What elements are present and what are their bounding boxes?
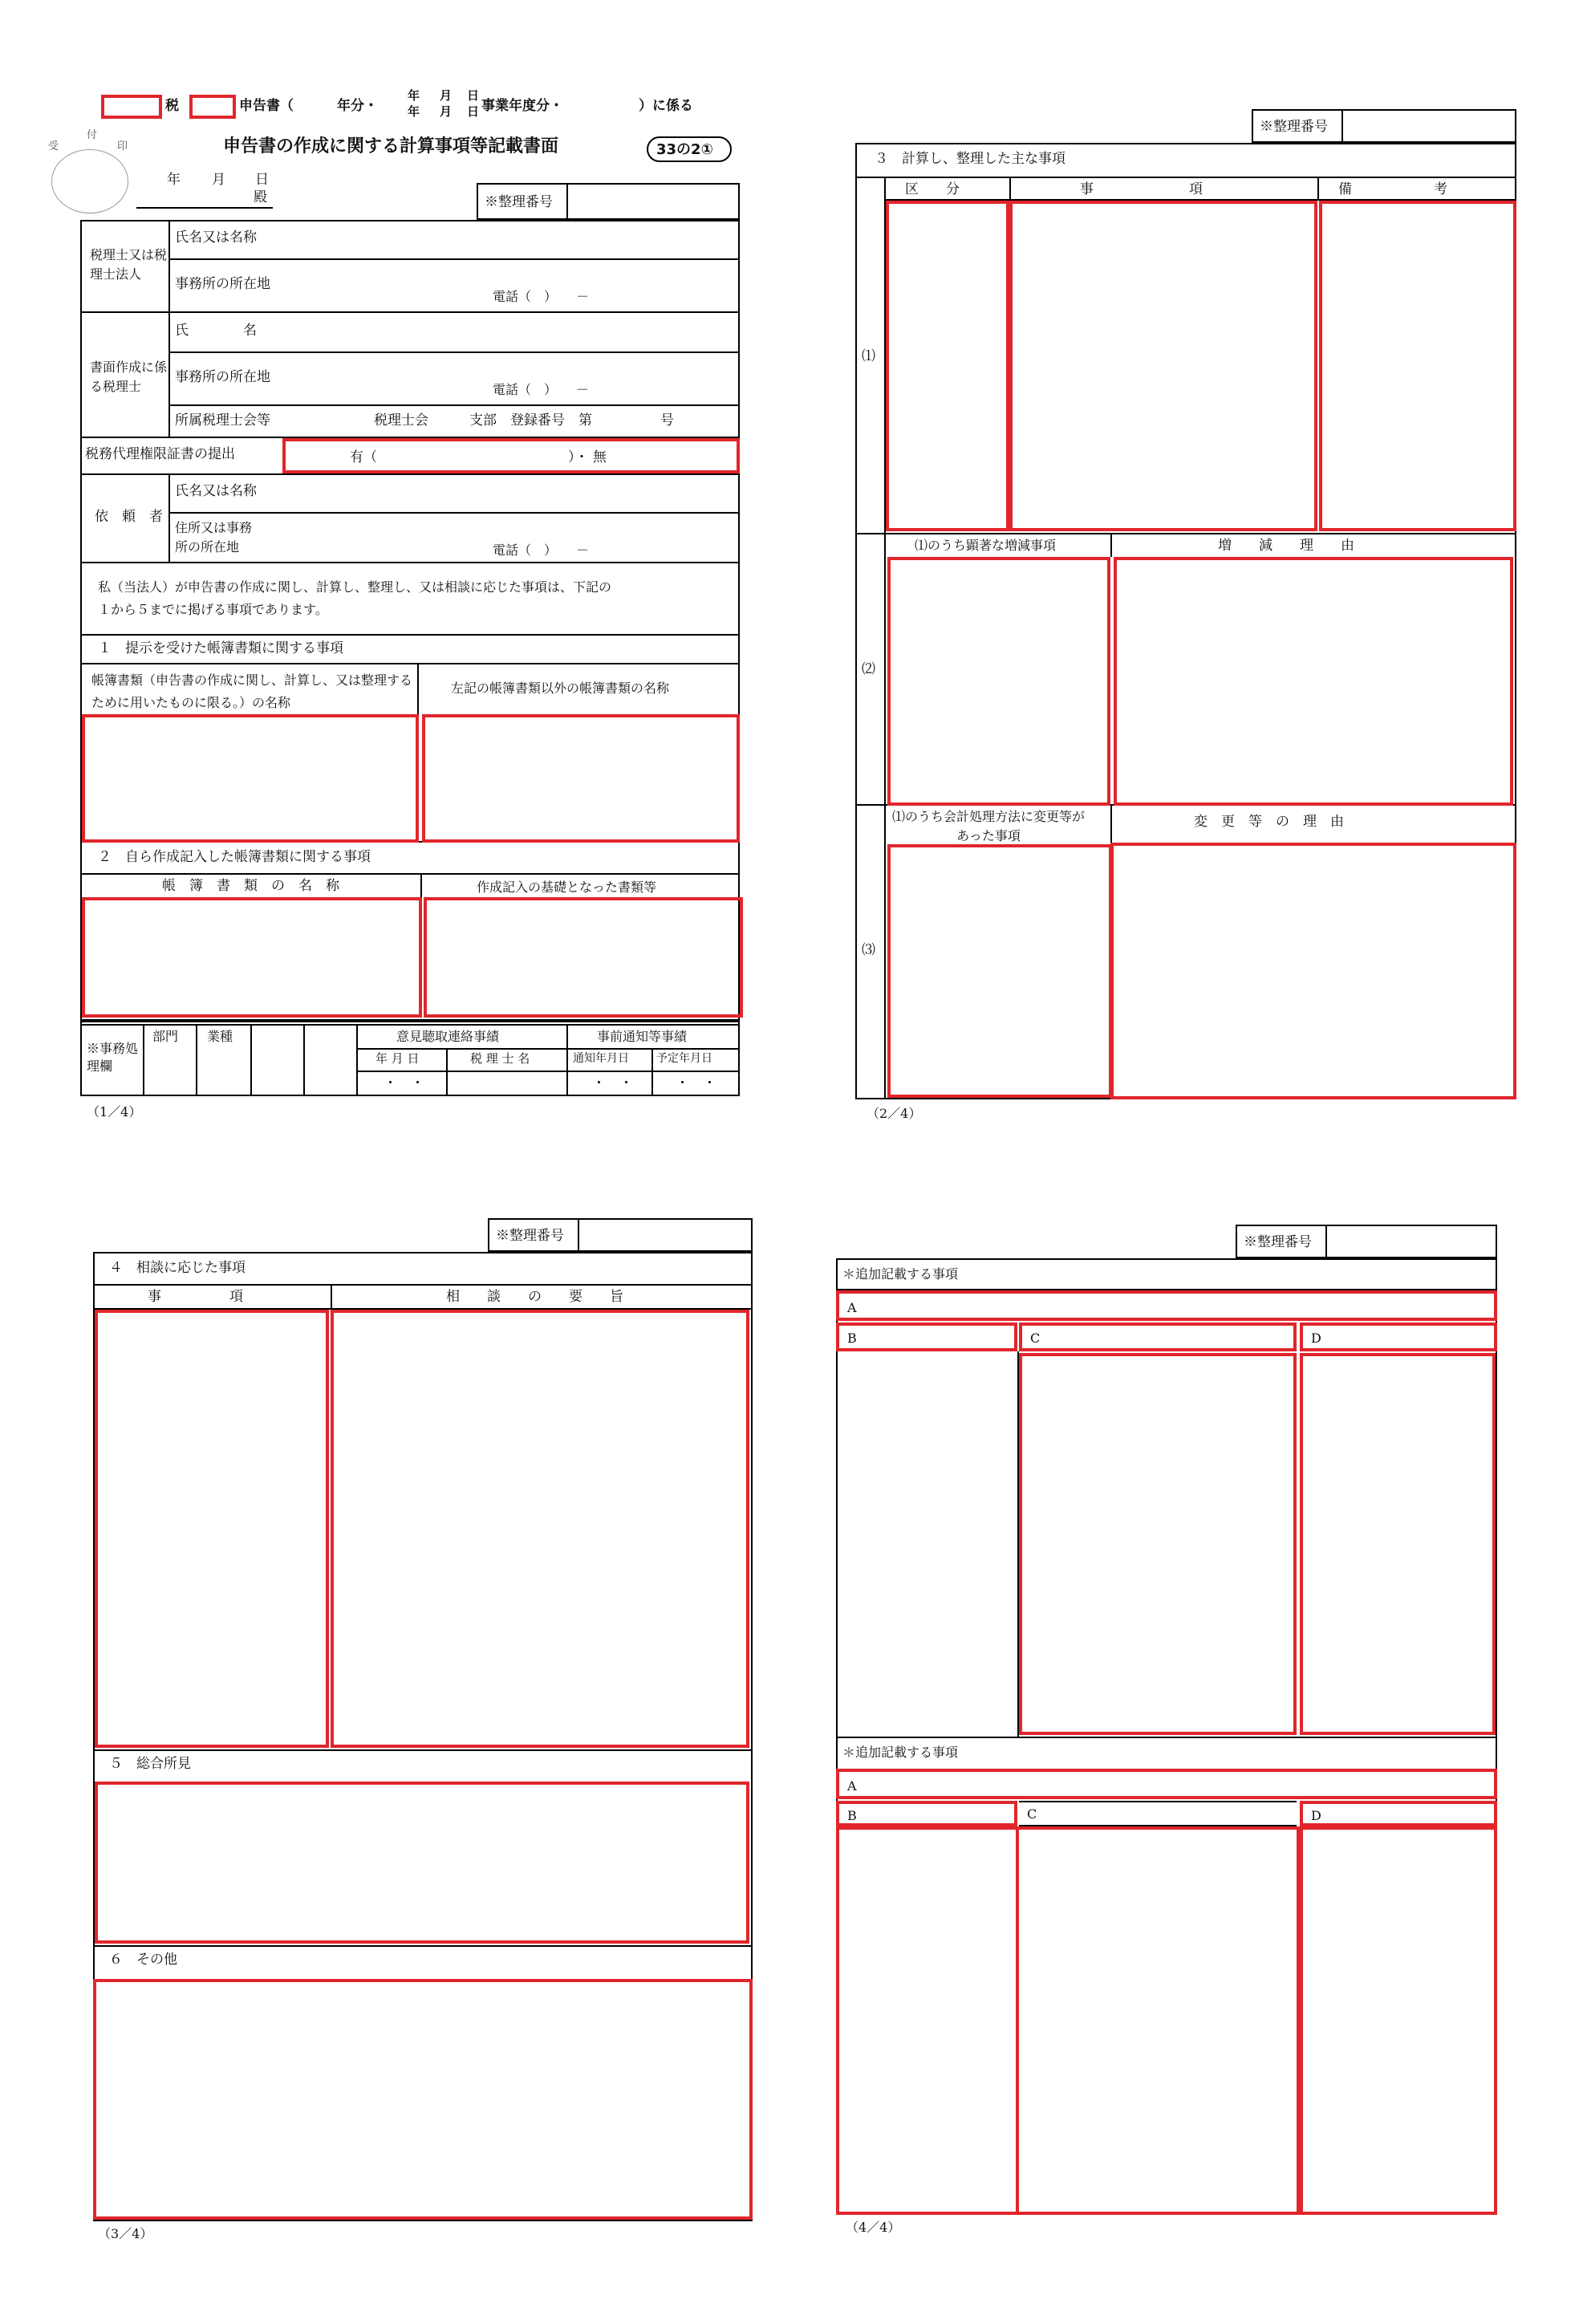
tsuika-a-field-2[interactable] — [836, 1769, 1497, 1799]
consult-jiko-field[interactable] — [95, 1310, 329, 1748]
section-2-right-header: 作成記入の基礎となった書類等 — [477, 880, 657, 895]
jiko-header-3: 事 項 — [148, 1289, 243, 1305]
tsuika-a-field-1[interactable] — [836, 1290, 1497, 1321]
form-title: 申告書の作成に関する計算事項等記載書面 — [223, 136, 559, 156]
yotei-label: 予定年月日 — [656, 1052, 712, 1065]
statement-line-1: 私（当法人）が申告書の作成に関し、計算し、整理し、又は相談に応じた事項は、下記の — [98, 579, 612, 595]
page-number-2: （2／4） — [867, 1106, 922, 1121]
seiri-label-4: ※整理番号 — [1244, 1234, 1312, 1250]
addressee-line — [136, 207, 273, 209]
section-2-left-field[interactable] — [82, 897, 422, 1018]
page-number-4: （4／4） — [846, 2220, 901, 2235]
section-2-right-field[interactable] — [424, 897, 743, 1018]
henko-reason-header: 変 更 等 の 理 由 — [1194, 814, 1344, 830]
zogen-reason-header: 増 減 理 由 — [1218, 538, 1354, 554]
seiri-box-2 — [1252, 109, 1516, 143]
kengen-value: 有（ ）・ 無 — [350, 449, 607, 465]
section-1-title: １ 提示を受けた帳簿書類に関する事項 — [98, 640, 343, 656]
tsuika-c-field-2[interactable] — [1016, 1826, 1300, 2215]
biko-field[interactable] — [1319, 201, 1516, 531]
row-3-label: ⑶ — [862, 942, 875, 958]
col-a-label-1: A — [847, 1300, 857, 1315]
section-2-left-header: 帳 簿 書 類 の 名 称 — [162, 878, 339, 894]
ymd-col-label: 年 月 日 — [375, 1051, 420, 1066]
form-badge — [647, 136, 732, 162]
section-1-right-header: 左記の帳簿書類以外の帳簿書類の名称 — [451, 681, 670, 696]
date-day: 日 — [255, 172, 269, 188]
irai-address-label: 住所又は事務所の所在地 — [175, 520, 253, 555]
tsuika-b-header-2 — [836, 1801, 1017, 1826]
ymd-year-1: 年 — [408, 88, 420, 103]
dots-2: ・ ・ — [592, 1075, 633, 1091]
kengen-label: 税務代理権限証書の提出 — [85, 446, 235, 462]
col-d-label-1: D — [1311, 1331, 1321, 1346]
nenbun-label: 年分・ — [337, 98, 378, 114]
ymd-month-2: 月 — [440, 104, 453, 119]
statement-line-2: １から５までに掲げる事項であります。 — [98, 602, 328, 617]
shozoku-value: 税理士会 支部 登録番号 第 号 — [374, 412, 674, 429]
section-1-right-field[interactable] — [422, 714, 740, 843]
seiri-label-1: ※整理番号 — [485, 194, 553, 210]
section-6-title: ６ その他 — [109, 1952, 177, 1968]
col-b-label-2: B — [847, 1808, 857, 1823]
sogo-shoken-field[interactable] — [95, 1782, 749, 1944]
page-number-1: （1／4） — [87, 1104, 142, 1119]
stamp-char-3: 印 — [117, 140, 128, 152]
yoshi-header: 相 談 の 要 旨 — [446, 1289, 623, 1305]
dots-3: ・ ・ — [676, 1075, 716, 1091]
section-3-title: ３ 計算し、整理した主な事項 — [875, 151, 1065, 167]
section-2-title: ２ 自ら作成記入した帳簿書類に関する事項 — [98, 849, 371, 865]
tsuika-d-header-1 — [1300, 1322, 1497, 1351]
kakaru-label: ）に係る — [639, 98, 693, 114]
biko-header: 備 考 — [1338, 181, 1447, 197]
kengen-field[interactable] — [282, 438, 740, 473]
tsuika-c-field-1[interactable] — [1019, 1353, 1297, 1735]
kubun-field[interactable] — [886, 201, 1009, 531]
zeirishi-mei-label: 税 理 士 名 — [470, 1051, 530, 1066]
seiri-label-3: ※整理番号 — [496, 1228, 564, 1244]
form-badge-text: 33の2① — [656, 141, 713, 158]
page-number-3: （3／4） — [98, 2226, 153, 2241]
tsuika-c-header-2 — [1019, 1801, 1297, 1826]
shomen-phone-label: 電話（ ） － — [493, 382, 590, 397]
consult-yoshi-field[interactable] — [331, 1310, 749, 1748]
zeirishi-office-label: 事務所の所在地 — [175, 276, 270, 292]
date-year: 年 — [167, 172, 181, 188]
date-month: 月 — [212, 172, 225, 188]
shozoku-label: 所属税理士会等 — [175, 412, 270, 429]
kubun-header: 区 分 — [905, 181, 960, 197]
shomen-name-label: 氏 名 — [175, 323, 257, 339]
jigyo-label: 事業年度分・ — [481, 98, 563, 114]
section-5-title: ５ 総合所見 — [109, 1756, 191, 1772]
zogen-header: ⑴のうち顕著な増減事項 — [915, 538, 1057, 553]
zeirishi-phone-label: 電話（ ） － — [493, 289, 590, 304]
col-c-label-2: C — [1027, 1806, 1037, 1822]
irai-name-label: 氏名又は名称 — [175, 483, 257, 499]
zogen-reason-field[interactable] — [1114, 557, 1513, 806]
seiri-box-4 — [1236, 1225, 1497, 1258]
col-d-label-2: D — [1311, 1808, 1321, 1823]
shomen-label: 書面作成に係る税理士 — [90, 360, 168, 394]
tax-type-field[interactable] — [101, 95, 162, 119]
irai-phone-label: 電話（ ） － — [493, 542, 590, 558]
shomen-office-label: 事務所の所在地 — [175, 369, 270, 385]
col-b-label-1: B — [847, 1331, 857, 1346]
tsuika-d-field-2[interactable] — [1300, 1826, 1497, 2215]
tsuika-d-header-2 — [1300, 1801, 1497, 1826]
section-1-left-header: 帳簿書類（申告書の作成に関し、計算し、又は整理するために用いたものに限る。）の名称 — [91, 672, 413, 710]
henko-header: ⑴のうち会計処理方法に変更等があった事項 — [892, 809, 1086, 843]
shinkoku-type-field[interactable] — [189, 95, 236, 119]
section-1-left-field[interactable] — [82, 714, 419, 843]
stamp-char-1: 受 — [48, 140, 59, 152]
jizen-label: 事前通知等事績 — [597, 1029, 688, 1044]
seiri-label-2: ※整理番号 — [1260, 119, 1328, 135]
tsuika-b-header-1 — [836, 1322, 1017, 1351]
shinkoku-label: 申告書（ — [239, 98, 294, 114]
irai-label: 依 頼 者 — [95, 509, 163, 525]
ymd-year-2: 年 — [408, 104, 420, 119]
bumon-label: 部門 — [152, 1029, 179, 1044]
seiri-box-1 — [477, 183, 740, 220]
zei-label: 税 — [165, 98, 179, 114]
office-use-label: ※事務処理欄 — [87, 1041, 139, 1074]
zogen-field[interactable] — [887, 557, 1110, 806]
henko-field[interactable] — [887, 844, 1112, 1098]
col-c-label-1: C — [1030, 1331, 1041, 1346]
sonota-field[interactable] — [93, 1979, 753, 2220]
zeirishi-name-label: 氏名又は名称 — [175, 230, 257, 246]
tsuchi-label: 通知年月日 — [573, 1052, 629, 1065]
section-4-title: ４ 相談に応じた事項 — [109, 1260, 246, 1276]
dono-label: 殿 — [254, 189, 267, 205]
row-1-label: ⑴ — [862, 348, 875, 364]
ymd-month-1: 月 — [440, 88, 453, 103]
zeirishi-label: 税理士又は税理士法人 — [90, 247, 168, 282]
tsuika-label-2: ＊追加記載する事項 — [842, 1745, 959, 1760]
dots-1: ・ ・ — [384, 1075, 424, 1091]
stamp-char-2: 付 — [87, 129, 98, 141]
gyoshu-label: 業種 — [207, 1029, 233, 1044]
ymd-day-2: 日 — [467, 104, 480, 119]
receipt-stamp-circle — [51, 149, 128, 213]
tsuika-c-header-1 — [1019, 1322, 1297, 1351]
seiri-box-3 — [488, 1218, 753, 1252]
iken-label: 意見聴取連絡事績 — [396, 1029, 500, 1044]
row-2-label: ⑵ — [862, 661, 875, 677]
tsuika-d-field-1[interactable] — [1300, 1353, 1496, 1735]
jiko-field-2[interactable] — [1009, 201, 1317, 531]
tsuika-b-field-2[interactable] — [836, 1826, 1019, 2215]
ymd-day-1: 日 — [467, 88, 480, 103]
tsuika-label-1: ＊追加記載する事項 — [842, 1266, 959, 1282]
jiko-header-2: 事 項 — [1080, 181, 1203, 197]
henko-reason-field[interactable] — [1110, 843, 1516, 1099]
col-a-label-2: A — [847, 1778, 857, 1794]
